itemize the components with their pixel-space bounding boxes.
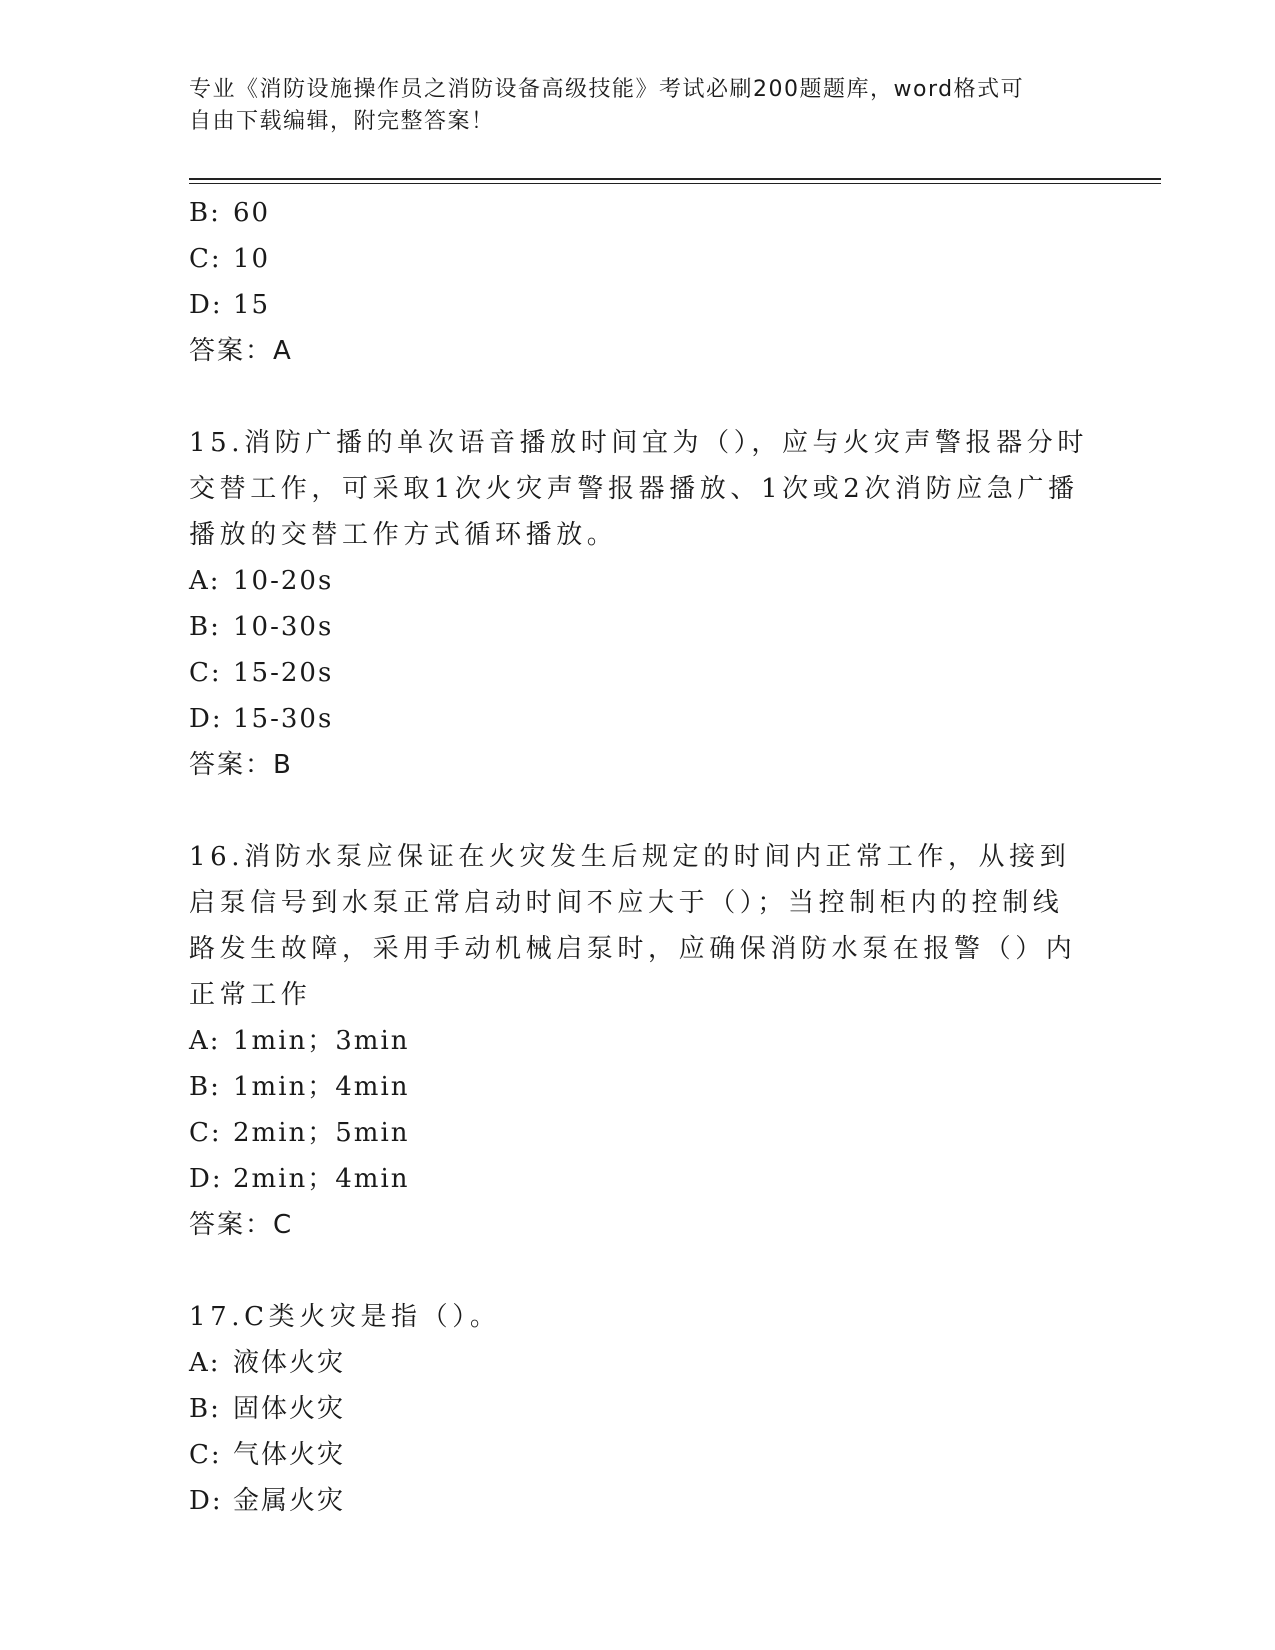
option-d (189, 1156, 1089, 1202)
option-text: 金属火灾 (233, 1486, 346, 1516)
header-divider-thin (189, 183, 1161, 184)
question-text: 17.C类火灾是指（）。 (189, 1302, 501, 1332)
option-b (189, 604, 1089, 650)
option-letter: B: (189, 612, 221, 642)
option-letter: D: (189, 290, 223, 320)
option-letter: A: (189, 1348, 221, 1378)
question-block-continued (189, 190, 1089, 374)
spacer (189, 1248, 1089, 1294)
option-text: 2min；4min (233, 1164, 410, 1194)
option-text: 气体火灾 (233, 1440, 346, 1470)
option-letter: C: (189, 244, 222, 274)
option-b (189, 190, 1089, 236)
option-letter: D: (189, 1486, 223, 1516)
option-text: 10-30s (233, 612, 334, 642)
option-letter: C: (189, 1118, 222, 1148)
header-line-2: 自由下载编辑，附完整答案！ (189, 109, 495, 134)
spacer (189, 788, 1089, 834)
option-text: 15-20s (233, 658, 334, 688)
question-text: 15.消防广播的单次语音播放时间宜为（），应与火灾声警报器分时交替工作，可采取1次火灾声警报器播放、1次或2次消防应急广播播放的交替工作方式循环播放。 (189, 428, 1088, 550)
option-text: 10-20s (233, 566, 334, 596)
question-block-16 (189, 834, 1089, 1248)
option-text: 液体火灾 (233, 1348, 346, 1378)
question-text: 16.消防水泵应保证在火灾发生后规定的时间内正常工作，从接到启泵信号到水泵正常启动时间不应大于（）；当控制柜内的控制线路发生故障，采用手动机械启泵时，应确保消防水泵在报警（）内正常工作 (189, 842, 1077, 1010)
document-header (189, 74, 1089, 138)
option-d (189, 696, 1089, 742)
option-text: 2min；5min (233, 1118, 410, 1148)
header-line-1: 专业《消防设施操作员之消防设备高级技能》考试必刷200题题库，word格式可 (189, 77, 1025, 102)
option-text: 1min；4min (233, 1072, 410, 1102)
option-text: 15-30s (233, 704, 334, 734)
option-letter: A: (189, 566, 221, 596)
option-c (189, 650, 1089, 696)
question-list (189, 190, 1089, 1524)
option-text: 15 (233, 290, 271, 320)
question-block-15 (189, 420, 1089, 788)
option-a (189, 1018, 1089, 1064)
option-d (189, 1478, 1089, 1524)
option-letter: D: (189, 704, 223, 734)
option-a (189, 1340, 1089, 1386)
option-letter: A: (189, 1026, 221, 1056)
option-c (189, 236, 1089, 282)
option-d (189, 282, 1089, 328)
option-letter: D: (189, 1164, 223, 1194)
spacer (189, 374, 1089, 420)
option-b (189, 1386, 1089, 1432)
option-letter: C: (189, 1440, 222, 1470)
option-b (189, 1064, 1089, 1110)
option-letter: B: (189, 1394, 221, 1424)
answer-line: 答案：A (189, 336, 293, 366)
option-letter: C: (189, 658, 222, 688)
header-divider-thick (189, 178, 1161, 180)
option-text: 1min；3min (233, 1026, 410, 1056)
option-c (189, 1110, 1089, 1156)
option-a (189, 558, 1089, 604)
option-letter: B: (189, 1072, 221, 1102)
option-letter: B: (189, 198, 221, 228)
answer-line: 答案：B (189, 750, 293, 780)
answer-line: 答案：C (189, 1210, 294, 1240)
question-block-17 (189, 1294, 1089, 1524)
option-c (189, 1432, 1089, 1478)
option-text: 60 (233, 198, 271, 228)
option-text: 固体火灾 (233, 1394, 346, 1424)
option-text: 10 (233, 244, 271, 274)
